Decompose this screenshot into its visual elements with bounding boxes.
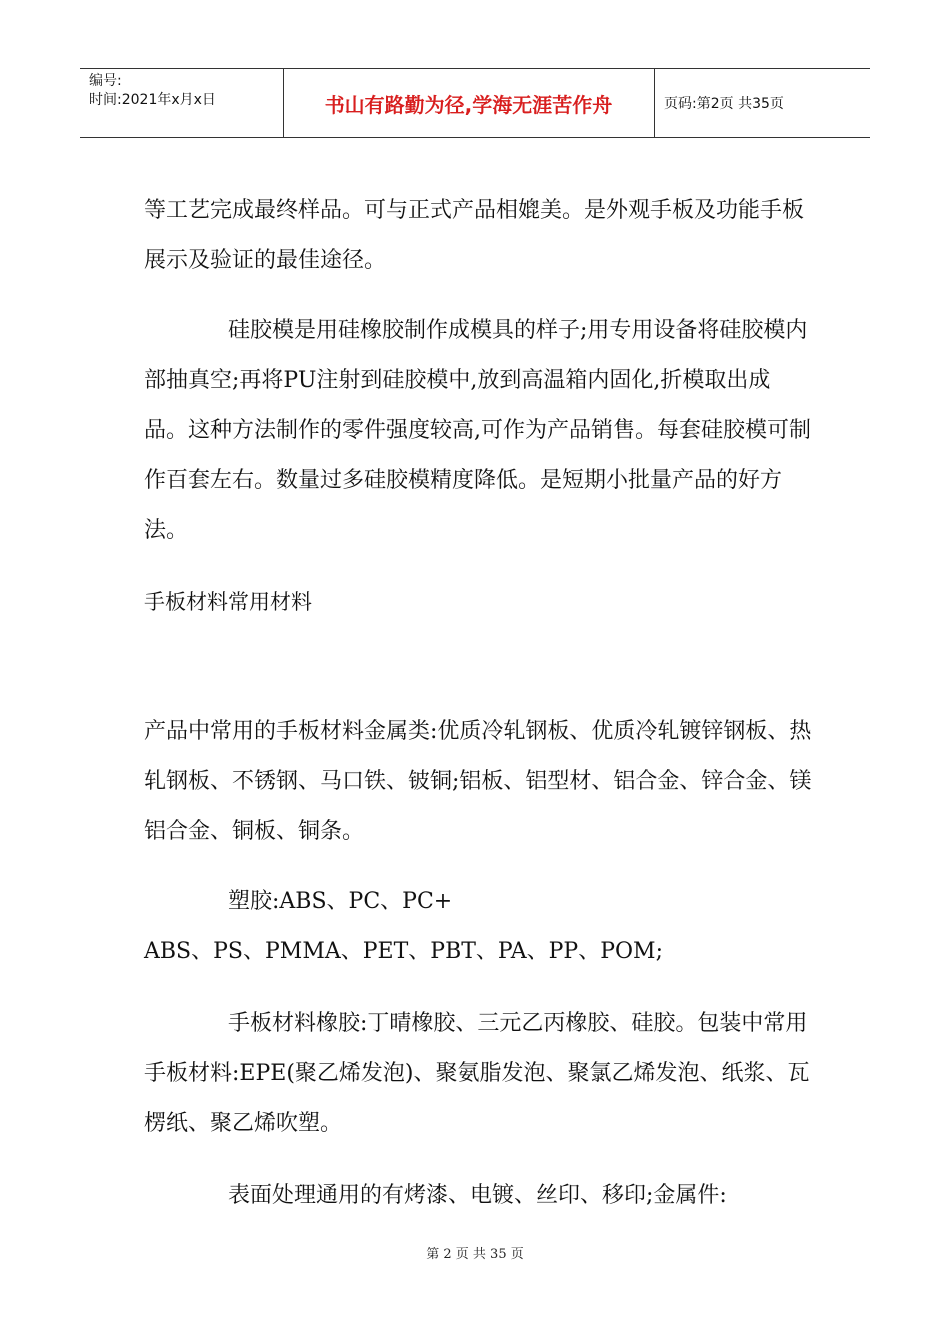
paragraph: 塑胶:ABS、PC、PC+ <box>228 889 453 914</box>
page-footer: 第 2 页 共 35 页 <box>426 1247 524 1262</box>
header-divider <box>654 69 655 137</box>
document-body <box>144 186 814 1221</box>
section-heading: 手板材料常用材料 <box>144 590 312 614</box>
paragraph: ABS、PS、PMMA、PET、PBT、PA、PP、POM; <box>144 939 663 964</box>
paragraph: 硅胶模是用硅橡胶制作成模具的样子;用专用设备将硅胶模内部抽真空;再将PU注射到硅胶模中,放到高温箱内固化,折模取出成品。这种方法制作的零件强度较高,可作为产品销售。每套硅胶模可制作百套左右。数量过多硅胶模精度降低。是短期小批量产品的好方法。 <box>144 318 811 543</box>
header-page-info: 页码:第2页 共35页 <box>664 96 784 112</box>
header-left-cell <box>89 72 216 110</box>
paragraph: 产品中常用的手板材料金属类:优质冷轧钢板、优质冷轧镀锌钢板、热轧钢板、不锈钢、马口铁、铍铜;铝板、铝型材、铝合金、锌合金、镁铝合金、铜板、铜条。 <box>144 719 812 844</box>
header-motto: 书山有路勤为径,学海无涯苦作舟 <box>324 92 613 117</box>
paragraph: 手板材料橡胶:丁晴橡胶、三元乙丙橡胶、硅胶。包装中常用手板材料:EPE(聚乙烯发泡)、聚氨脂发泡、聚氯乙烯发泡、纸浆、瓦楞纸、聚乙烯吹塑。 <box>144 1011 810 1136</box>
document-date: 时间:2021年x月x日 <box>89 92 216 108</box>
paragraph: 表面处理通用的有烤漆、电镀、丝印、移印;金属件: <box>228 1183 727 1208</box>
document-number-label: 编号: <box>89 73 122 89</box>
paragraph: 等工艺完成最终样品。可与正式产品相媲美。是外观手板及功能手板展示及验证的最佳途径。 <box>144 198 805 273</box>
page-header <box>80 68 870 138</box>
